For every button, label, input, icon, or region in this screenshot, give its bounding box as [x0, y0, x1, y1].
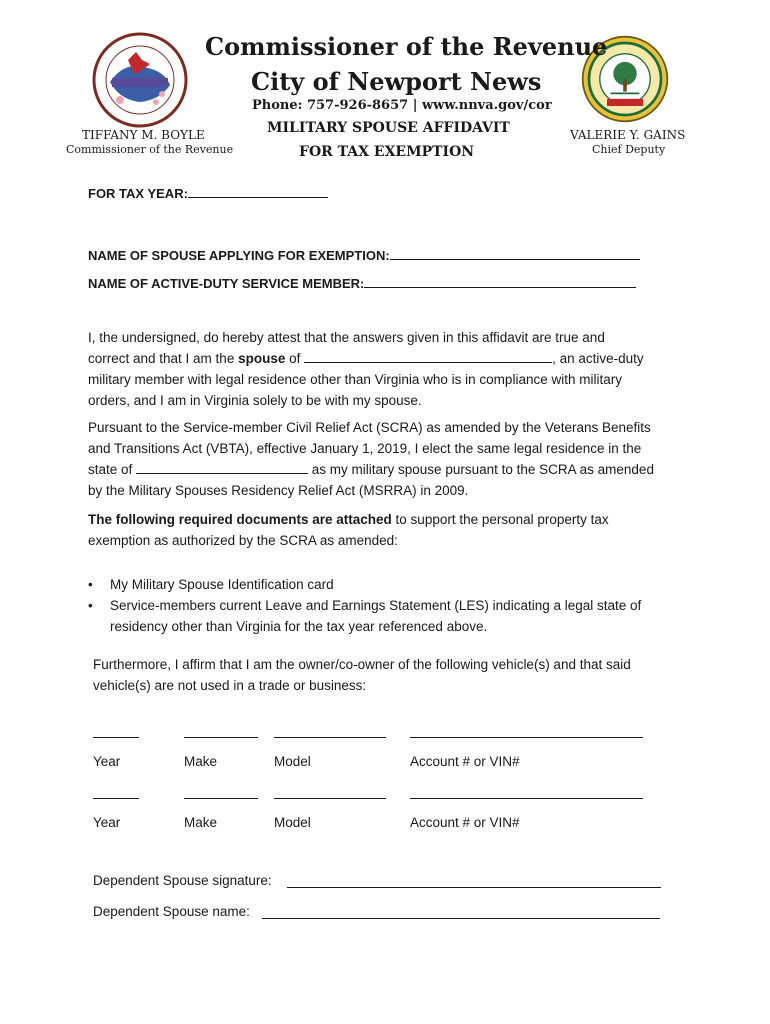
attest-text: , an active-duty [552, 351, 644, 366]
commissioner-name: TIFFANY M. BOYLE [82, 128, 205, 142]
pursuant-paragraph [88, 417, 678, 501]
attestation-paragraph [88, 327, 678, 411]
bullet-icon: • [88, 598, 93, 613]
service-member-label: NAME OF ACTIVE-DUTY SERVICE MEMBER: [88, 276, 365, 291]
spouse-name-field [88, 248, 640, 263]
phone-website-line: Phone: 757-926-8657 | www.nnva.gov/cor [252, 98, 552, 113]
service-member-field [88, 276, 636, 291]
furthermore-line-1: Furthermore, I affirm that I am the owner/co-owner of the following vehicle(s) and that said [93, 657, 631, 672]
attest-line-1: I, the undersigned, do hereby attest that the answers given in this affidavit are true and [88, 330, 605, 345]
form-title-line-1: MILITARY SPOUSE AFFIDAVIT [267, 120, 510, 136]
office-title: Commissioner of the Revenue [205, 32, 608, 61]
model-column-label: Model [274, 815, 311, 830]
documents-text: to support the personal property tax [391, 512, 609, 527]
pursuant-line-4: by the Military Spouses Residency Relief Act (MSRRA) in 2009. [88, 483, 469, 498]
attest-line-2 [88, 348, 678, 369]
tax-year-input-line[interactable] [188, 186, 328, 198]
make-column-label: Make [184, 815, 218, 830]
commissioner-seal-logo [90, 30, 190, 130]
spouse-name-input-line[interactable] [262, 918, 660, 919]
model-column-label: Model [274, 754, 311, 769]
bullet-icon: • [88, 577, 93, 592]
service-member-input-line[interactable] [364, 276, 636, 288]
year-column-label: Year [93, 754, 121, 769]
make-column-label: Make [184, 754, 218, 769]
pursuant-line-3 [88, 459, 678, 480]
spouse-name-label: NAME OF SPOUSE APPLYING FOR EXEMPTION: [88, 248, 390, 263]
chief-deputy-title: Chief Deputy [592, 143, 666, 156]
furthermore-paragraph [93, 654, 683, 696]
year-input-line[interactable] [93, 798, 139, 799]
model-input-line[interactable] [274, 737, 386, 738]
make-input-line[interactable] [184, 798, 258, 799]
pursuant-text: state of [88, 462, 137, 477]
vin-column-label: Account # or VIN# [410, 754, 520, 769]
pursuant-line-2: and Transitions Act (VBTA), effective January 1, 2019, I elect the same legal residence in the [88, 441, 642, 456]
signature-label: Dependent Spouse signature: [93, 873, 272, 888]
model-input-line[interactable] [274, 798, 386, 799]
city-title: City of Newport News [251, 67, 542, 96]
bullet-text: Service-members current Leave and Earnings Statement (LES) indicating a legal state of [110, 598, 642, 613]
vin-column-label: Account # or VIN# [410, 815, 520, 830]
state-input-line[interactable] [136, 462, 308, 474]
signature-input-line[interactable] [287, 887, 661, 888]
attest-line-4: orders, and I am in Virginia solely to be with my spouse. [88, 393, 422, 408]
list-item [88, 595, 641, 616]
tax-year-field [88, 186, 328, 201]
vin-input-line[interactable] [410, 798, 643, 799]
form-title-line-2: FOR TAX EXEMPTION [299, 144, 475, 160]
year-input-line[interactable] [93, 737, 139, 738]
vin-input-line[interactable] [410, 737, 643, 738]
list-item [88, 574, 641, 595]
attest-line-3: military member with legal residence other than Virginia who is in compliance with military [88, 372, 622, 387]
spouse-name-input-line[interactable] [390, 248, 640, 260]
bullet-continuation: residency other than Virginia for the tax year referenced above. [110, 619, 488, 634]
pursuant-text: as my military spouse pursuant to the SCRA as amended [308, 462, 654, 477]
documents-list [88, 574, 641, 637]
attest-text: correct and that I am the [88, 351, 239, 366]
tax-year-label: FOR TAX YEAR: [88, 186, 188, 201]
documents-paragraph [88, 509, 678, 551]
documents-line-1 [88, 509, 678, 530]
commissioner-title: Commissioner of the Revenue [66, 143, 234, 156]
year-column-label: Year [93, 815, 121, 830]
documents-line-2: exemption as authorized by the SCRA as amended: [88, 533, 398, 548]
make-input-line[interactable] [184, 737, 258, 738]
documents-bold-text: The following required documents are attached [88, 512, 392, 527]
attest-spouse-word: spouse [238, 351, 286, 366]
furthermore-line-2: vehicle(s) are not used in a trade or business: [93, 678, 367, 693]
chief-deputy-name: VALERIE Y. GAINS [570, 128, 686, 142]
pursuant-line-1: Pursuant to the Service-member Civil Relief Act (SCRA) as amended by the Veterans Benefits [88, 420, 651, 435]
bullet-text: My Military Spouse Identification card [110, 577, 334, 592]
service-member-ref-line[interactable] [304, 351, 552, 363]
spouse-name-signature-label: Dependent Spouse name: [93, 904, 250, 919]
attest-text: of [285, 351, 305, 366]
